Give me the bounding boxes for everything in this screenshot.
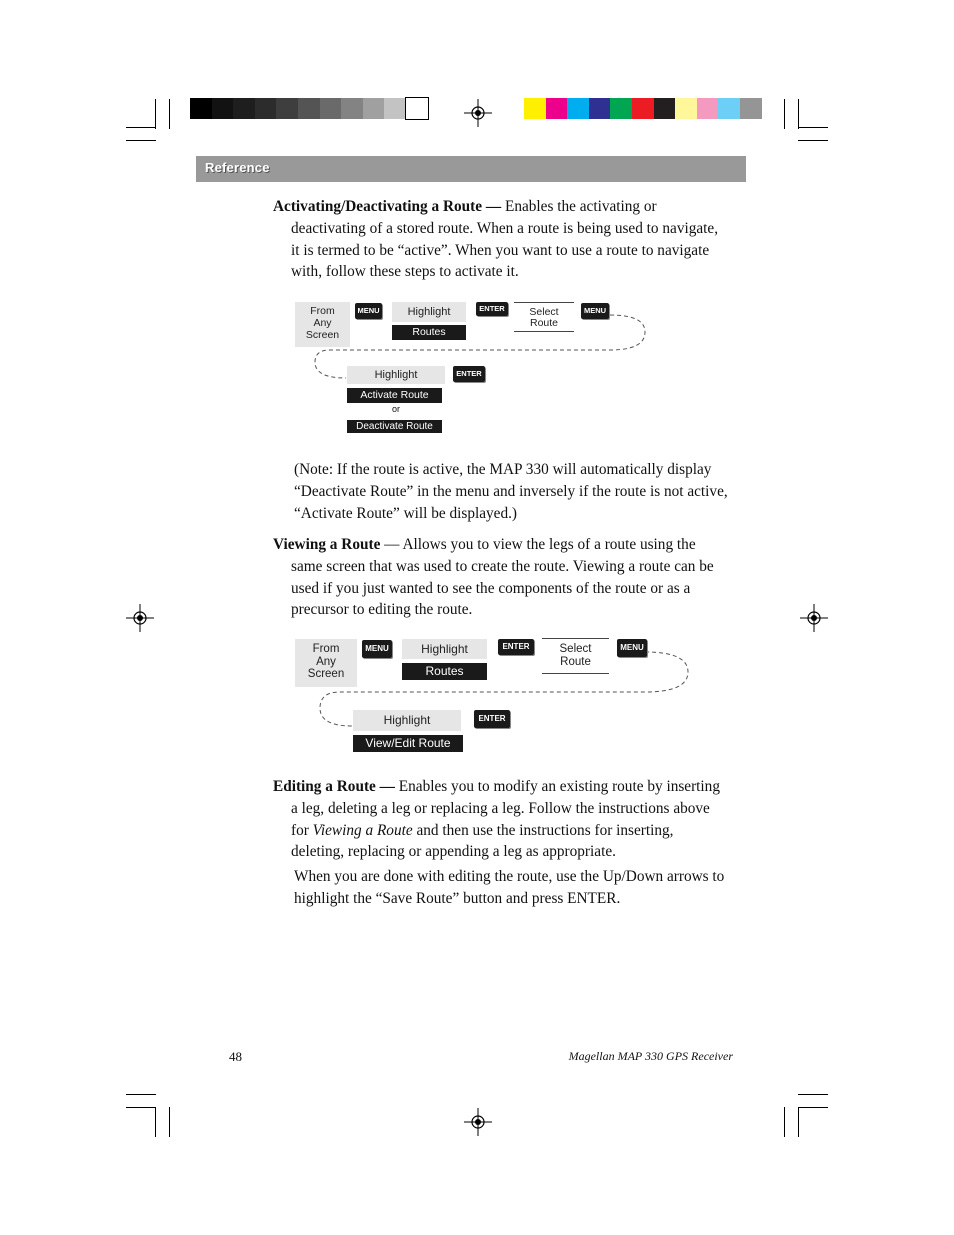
color-swatch bbox=[233, 98, 255, 119]
color-swatch bbox=[718, 98, 740, 119]
color-swatch bbox=[341, 98, 363, 119]
crop-mark bbox=[155, 99, 156, 129]
enter-key: ENTER bbox=[476, 302, 508, 316]
body-editing-b: and then use the instructions for inserting, deleting, replacing or appending a leg as appropriate. bbox=[291, 821, 674, 861]
color-swatch bbox=[546, 98, 568, 119]
heading-activating: Activating/Deactivating a Route — bbox=[273, 198, 502, 215]
select-route-step: Select Route bbox=[514, 302, 574, 332]
paragraph-viewing bbox=[273, 534, 729, 621]
note-paragraph: (Note: If the route is active, the MAP 330 will automatically display “Deactivate Route” in the menu and inversely if the route is not active, “Activate Route” will be displayed.) bbox=[294, 461, 728, 522]
page-number: 48 bbox=[229, 1049, 242, 1064]
body-activating: Enables the activating or deactivating of a stored route. When a route is being used to navigate, it is termed to be “active”. When you want to use a route to navigate with, follow these steps to activate it. bbox=[291, 198, 719, 281]
crop-mark bbox=[798, 1107, 828, 1108]
registration-target-icon bbox=[464, 1108, 492, 1136]
body-editing-a: Enables you to modify an existing route by inserting a leg, deleting a leg or replacing a leg. Follow the instructions above for bbox=[291, 778, 720, 839]
registration-target-icon bbox=[464, 99, 492, 127]
menu-key: MENU bbox=[362, 640, 392, 658]
registration-target-icon bbox=[126, 604, 154, 632]
color-swatch bbox=[406, 98, 428, 119]
from-any-screen-box: From Any Screen bbox=[295, 302, 350, 347]
activate-route-menu-item: Activate Route bbox=[347, 388, 442, 403]
paragraph-save-route: When you are done with editing the route, use the Up/Down arrows to highlight the “Save Route” button and press ENTER. bbox=[294, 868, 725, 907]
crop-mark bbox=[169, 99, 170, 129]
color-swatch bbox=[632, 98, 654, 119]
heading-editing: Editing a Route — bbox=[273, 778, 395, 795]
crop-mark bbox=[798, 99, 799, 129]
enter-key: ENTER bbox=[498, 639, 534, 655]
color-swatch bbox=[589, 98, 611, 119]
color-swatch bbox=[384, 98, 406, 119]
view-edit-route-menu-item: View/Edit Route bbox=[353, 735, 463, 752]
color-swatch bbox=[320, 98, 342, 119]
color-swatch bbox=[363, 98, 385, 119]
paragraph-activating bbox=[273, 196, 729, 283]
registration-target-icon bbox=[800, 604, 828, 632]
highlight-label: Highlight bbox=[402, 639, 487, 659]
crop-mark bbox=[784, 99, 785, 129]
menu-key: MENU bbox=[617, 639, 647, 657]
highlight-label: Highlight bbox=[347, 366, 445, 384]
color-swatch bbox=[190, 98, 212, 119]
highlight-label: Highlight bbox=[353, 710, 461, 731]
color-swatch bbox=[610, 98, 632, 119]
crop-mark bbox=[126, 1107, 156, 1108]
enter-key: ENTER bbox=[474, 710, 510, 728]
crop-mark bbox=[126, 140, 156, 141]
color-swatch bbox=[567, 98, 589, 119]
color-swatch bbox=[298, 98, 320, 119]
routes-menu-item: Routes bbox=[402, 663, 487, 680]
deactivate-route-menu-item: Deactivate Route bbox=[347, 420, 442, 433]
crop-mark bbox=[798, 1107, 799, 1137]
crop-mark bbox=[126, 1094, 156, 1095]
heading-viewing: Viewing a Route bbox=[273, 536, 381, 553]
color-swatch bbox=[524, 98, 546, 119]
crop-mark bbox=[798, 140, 828, 141]
crop-mark bbox=[798, 127, 828, 128]
paragraph-editing bbox=[273, 776, 729, 863]
color-swatch bbox=[654, 98, 676, 119]
routes-menu-item: Routes bbox=[392, 325, 466, 340]
crop-mark bbox=[784, 1107, 785, 1137]
body-editing-italic: Viewing a Route bbox=[312, 821, 413, 839]
select-route-step: Select Route bbox=[542, 638, 609, 674]
section-header bbox=[196, 156, 746, 182]
highlight-label: Highlight bbox=[392, 302, 466, 322]
crop-mark bbox=[155, 1107, 156, 1137]
menu-key: MENU bbox=[355, 303, 382, 319]
menu-key: MENU bbox=[581, 303, 609, 319]
color-swatch bbox=[212, 98, 234, 119]
crop-mark bbox=[169, 1107, 170, 1137]
running-footer-title: Magellan MAP 330 GPS Receiver bbox=[568, 1049, 733, 1063]
color-swatch bbox=[675, 98, 697, 119]
color-swatch bbox=[740, 98, 762, 119]
color-swatch bbox=[276, 98, 298, 119]
enter-key: ENTER bbox=[453, 366, 485, 382]
body-viewing: — Allows you to view the legs of a route using the same screen that was used to create the route. Viewing a route can be used if you just wanted to see the components of the route or as a precursor to editing the route. bbox=[291, 536, 714, 619]
color-swatch bbox=[255, 98, 277, 119]
color-swatch bbox=[697, 98, 719, 119]
or-label: or bbox=[391, 404, 400, 414]
crop-mark bbox=[798, 1094, 828, 1095]
section-title: Reference bbox=[205, 160, 270, 175]
from-any-screen-box: From Any Screen bbox=[295, 639, 357, 687]
crop-mark bbox=[126, 127, 156, 128]
